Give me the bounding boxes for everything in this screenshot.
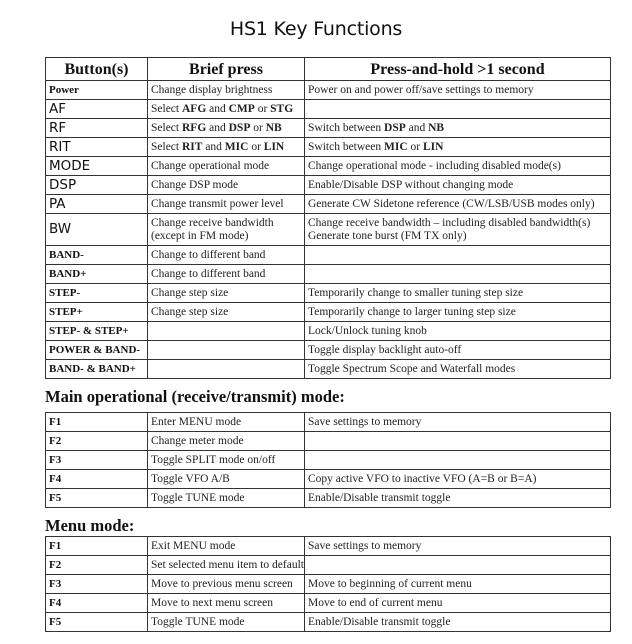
button-name: F2 xyxy=(46,432,148,451)
button-name: MODE xyxy=(46,157,148,176)
brief-press-action: Change to different band xyxy=(148,246,305,265)
table-row xyxy=(46,451,611,470)
bold-term: MIC xyxy=(224,140,249,153)
text-segment: Select xyxy=(151,140,182,153)
press-and-hold-action xyxy=(305,100,611,119)
button-name: PA xyxy=(46,195,148,214)
brief-press-action: Change transmit power level xyxy=(148,195,305,214)
table-row xyxy=(46,575,611,594)
press-and-hold-action: Power on and power off/save settings to memory xyxy=(305,81,611,100)
bold-term: AFG xyxy=(181,102,207,115)
button-name: RIT xyxy=(46,138,148,157)
press-and-hold-action: Generate CW Sidetone reference (CW/LSB/USB modes only) xyxy=(305,195,611,214)
brief-press-action: Move to next menu screen xyxy=(148,594,305,613)
brief-press-action xyxy=(148,214,305,246)
button-name: Power xyxy=(46,81,148,100)
press-and-hold-action: Move to beginning of current menu xyxy=(305,575,611,594)
brief-press-action: Change step size xyxy=(148,284,305,303)
button-name: BAND- & BAND+ xyxy=(46,360,148,379)
brief-press-action xyxy=(148,322,305,341)
text-segment: Switch between xyxy=(308,140,385,153)
table-row xyxy=(46,284,611,303)
brief-press-action: Change DSP mode xyxy=(148,176,305,195)
press-and-hold-action xyxy=(305,432,611,451)
press-and-hold-action xyxy=(305,265,611,284)
press-and-hold-action xyxy=(305,556,611,575)
brief-press-action xyxy=(148,138,305,157)
table-row xyxy=(46,489,611,508)
text-segment: Select xyxy=(151,102,182,115)
brief-press-action xyxy=(148,360,305,379)
press-and-hold-action xyxy=(305,214,611,246)
column-header-brief-press: Brief press xyxy=(148,58,305,81)
text-segment: and xyxy=(206,121,229,134)
bold-term: DSP xyxy=(228,121,251,134)
table-header-row xyxy=(46,58,611,81)
operational-mode-table xyxy=(45,412,611,508)
press-and-hold-action: Move to end of current menu xyxy=(305,594,611,613)
press-and-hold-action xyxy=(305,119,611,138)
press-and-hold-action: Enable/Disable transmit toggle xyxy=(305,489,611,508)
press-and-hold-action: Enable/Disable DSP without changing mode xyxy=(305,176,611,195)
brief-press-action: Toggle SPLIT mode on/off xyxy=(148,451,305,470)
brief-press-action: Change to different band xyxy=(148,265,305,284)
brief-press-action: Change step size xyxy=(148,303,305,322)
text-segment: or xyxy=(248,140,264,153)
brief-press-action: Set selected menu item to default xyxy=(148,556,305,575)
button-name: F4 xyxy=(46,470,148,489)
brief-press-action: Change operational mode xyxy=(148,157,305,176)
text-segment: Select xyxy=(151,121,182,134)
button-name: BAND- xyxy=(46,246,148,265)
bold-term: CMP xyxy=(228,102,255,115)
table-row xyxy=(46,322,611,341)
press-and-hold-action xyxy=(305,451,611,470)
table-row xyxy=(46,195,611,214)
table-row xyxy=(46,176,611,195)
text-segment: or xyxy=(254,102,271,115)
press-and-hold-action: Copy active VFO to inactive VFO (A=B or B=A) xyxy=(305,470,611,489)
button-name: F5 xyxy=(46,489,148,508)
brief-press-action: Exit MENU mode xyxy=(148,537,305,556)
button-name: BAND+ xyxy=(46,265,148,284)
brief-press-action xyxy=(148,119,305,138)
press-and-hold-action: Enable/Disable transmit toggle xyxy=(305,613,611,632)
brief-press-action xyxy=(148,100,305,119)
brief-press-action xyxy=(148,341,305,360)
button-name: F1 xyxy=(46,537,148,556)
menu-mode-heading: Menu mode: xyxy=(45,516,135,535)
table-row xyxy=(46,613,611,632)
text-segment: and xyxy=(206,102,229,115)
button-name: F4 xyxy=(46,594,148,613)
bold-term: MIC xyxy=(384,140,408,153)
press-and-hold-action: Toggle display backlight auto-off xyxy=(305,341,611,360)
bold-term: NB xyxy=(265,121,282,134)
brief-press-action: Change meter mode xyxy=(148,432,305,451)
operational-mode-heading: Main operational (receive/transmit) mode: xyxy=(45,387,345,406)
press-and-hold-action xyxy=(305,138,611,157)
button-name: F5 xyxy=(46,613,148,632)
button-name: AF xyxy=(46,100,148,119)
table-row xyxy=(46,360,611,379)
table-row xyxy=(46,537,611,556)
table-row xyxy=(46,100,611,119)
press-and-hold-action: Save settings to memory xyxy=(305,537,611,556)
button-name: BW xyxy=(46,214,148,246)
brief-press-action: Enter MENU mode xyxy=(148,413,305,432)
button-name: STEP- xyxy=(46,284,148,303)
brief-press-action: Toggle TUNE mode xyxy=(148,489,305,508)
press-and-hold-action: Lock/Unlock tuning knob xyxy=(305,322,611,341)
brief-press-action: Move to previous menu screen xyxy=(148,575,305,594)
table-row xyxy=(46,470,611,489)
table-row xyxy=(46,81,611,100)
menu-mode-table xyxy=(45,536,611,632)
press-and-hold-action: Temporarily change to larger tuning step size xyxy=(305,303,611,322)
button-name: F3 xyxy=(46,575,148,594)
cell-line: (except in FM mode) xyxy=(151,229,249,242)
brief-press-action: Toggle VFO A/B xyxy=(148,470,305,489)
table-row xyxy=(46,556,611,575)
press-and-hold-action: Change operational mode - including disabled mode(s) xyxy=(305,157,611,176)
key-functions-table xyxy=(45,57,611,379)
table-row xyxy=(46,265,611,284)
text-segment: Switch between xyxy=(308,121,385,134)
table-row xyxy=(46,119,611,138)
bold-term: STG xyxy=(270,102,294,115)
text-segment: and xyxy=(405,121,429,134)
bold-term: LIN xyxy=(263,140,285,153)
table-row xyxy=(46,303,611,322)
button-name: STEP+ xyxy=(46,303,148,322)
press-and-hold-action: Save settings to memory xyxy=(305,413,611,432)
table-row xyxy=(46,594,611,613)
bold-term: RFG xyxy=(181,121,207,134)
button-name: POWER & BAND- xyxy=(46,341,148,360)
text-segment: or xyxy=(250,121,266,134)
table-row xyxy=(46,157,611,176)
table-row xyxy=(46,341,611,360)
press-and-hold-action: Toggle Spectrum Scope and Waterfall modes xyxy=(305,360,611,379)
table-row xyxy=(46,432,611,451)
column-header-press-and-hold: Press-and-hold >1 second xyxy=(305,58,611,81)
button-name: F1 xyxy=(46,413,148,432)
table-row xyxy=(46,214,611,246)
bold-term: NB xyxy=(428,121,445,134)
press-and-hold-action xyxy=(305,246,611,265)
table-row xyxy=(46,138,611,157)
table-row xyxy=(46,246,611,265)
button-name: F3 xyxy=(46,451,148,470)
text-segment: and xyxy=(202,140,225,153)
brief-press-action: Toggle TUNE mode xyxy=(148,613,305,632)
bold-term: RIT xyxy=(181,140,203,153)
button-name: RF xyxy=(46,119,148,138)
cell-line: Change receive bandwidth xyxy=(151,216,274,229)
cell-line: Change receive bandwidth – including disabled bandwidth(s) xyxy=(308,216,591,229)
page-title: HS1 Key Functions xyxy=(229,18,403,40)
text-segment: or xyxy=(407,140,423,153)
bold-term: LIN xyxy=(423,140,444,153)
bold-term: DSP xyxy=(384,121,406,134)
cell-line: Generate tone burst (FM TX only) xyxy=(308,229,467,242)
table-row xyxy=(46,413,611,432)
button-name: DSP xyxy=(46,176,148,195)
button-name: STEP- & STEP+ xyxy=(46,322,148,341)
press-and-hold-action: Temporarily change to smaller tuning step size xyxy=(305,284,611,303)
brief-press-action: Change display brightness xyxy=(148,81,305,100)
button-name: F2 xyxy=(46,556,148,575)
column-header-buttons: Button(s) xyxy=(46,58,148,81)
